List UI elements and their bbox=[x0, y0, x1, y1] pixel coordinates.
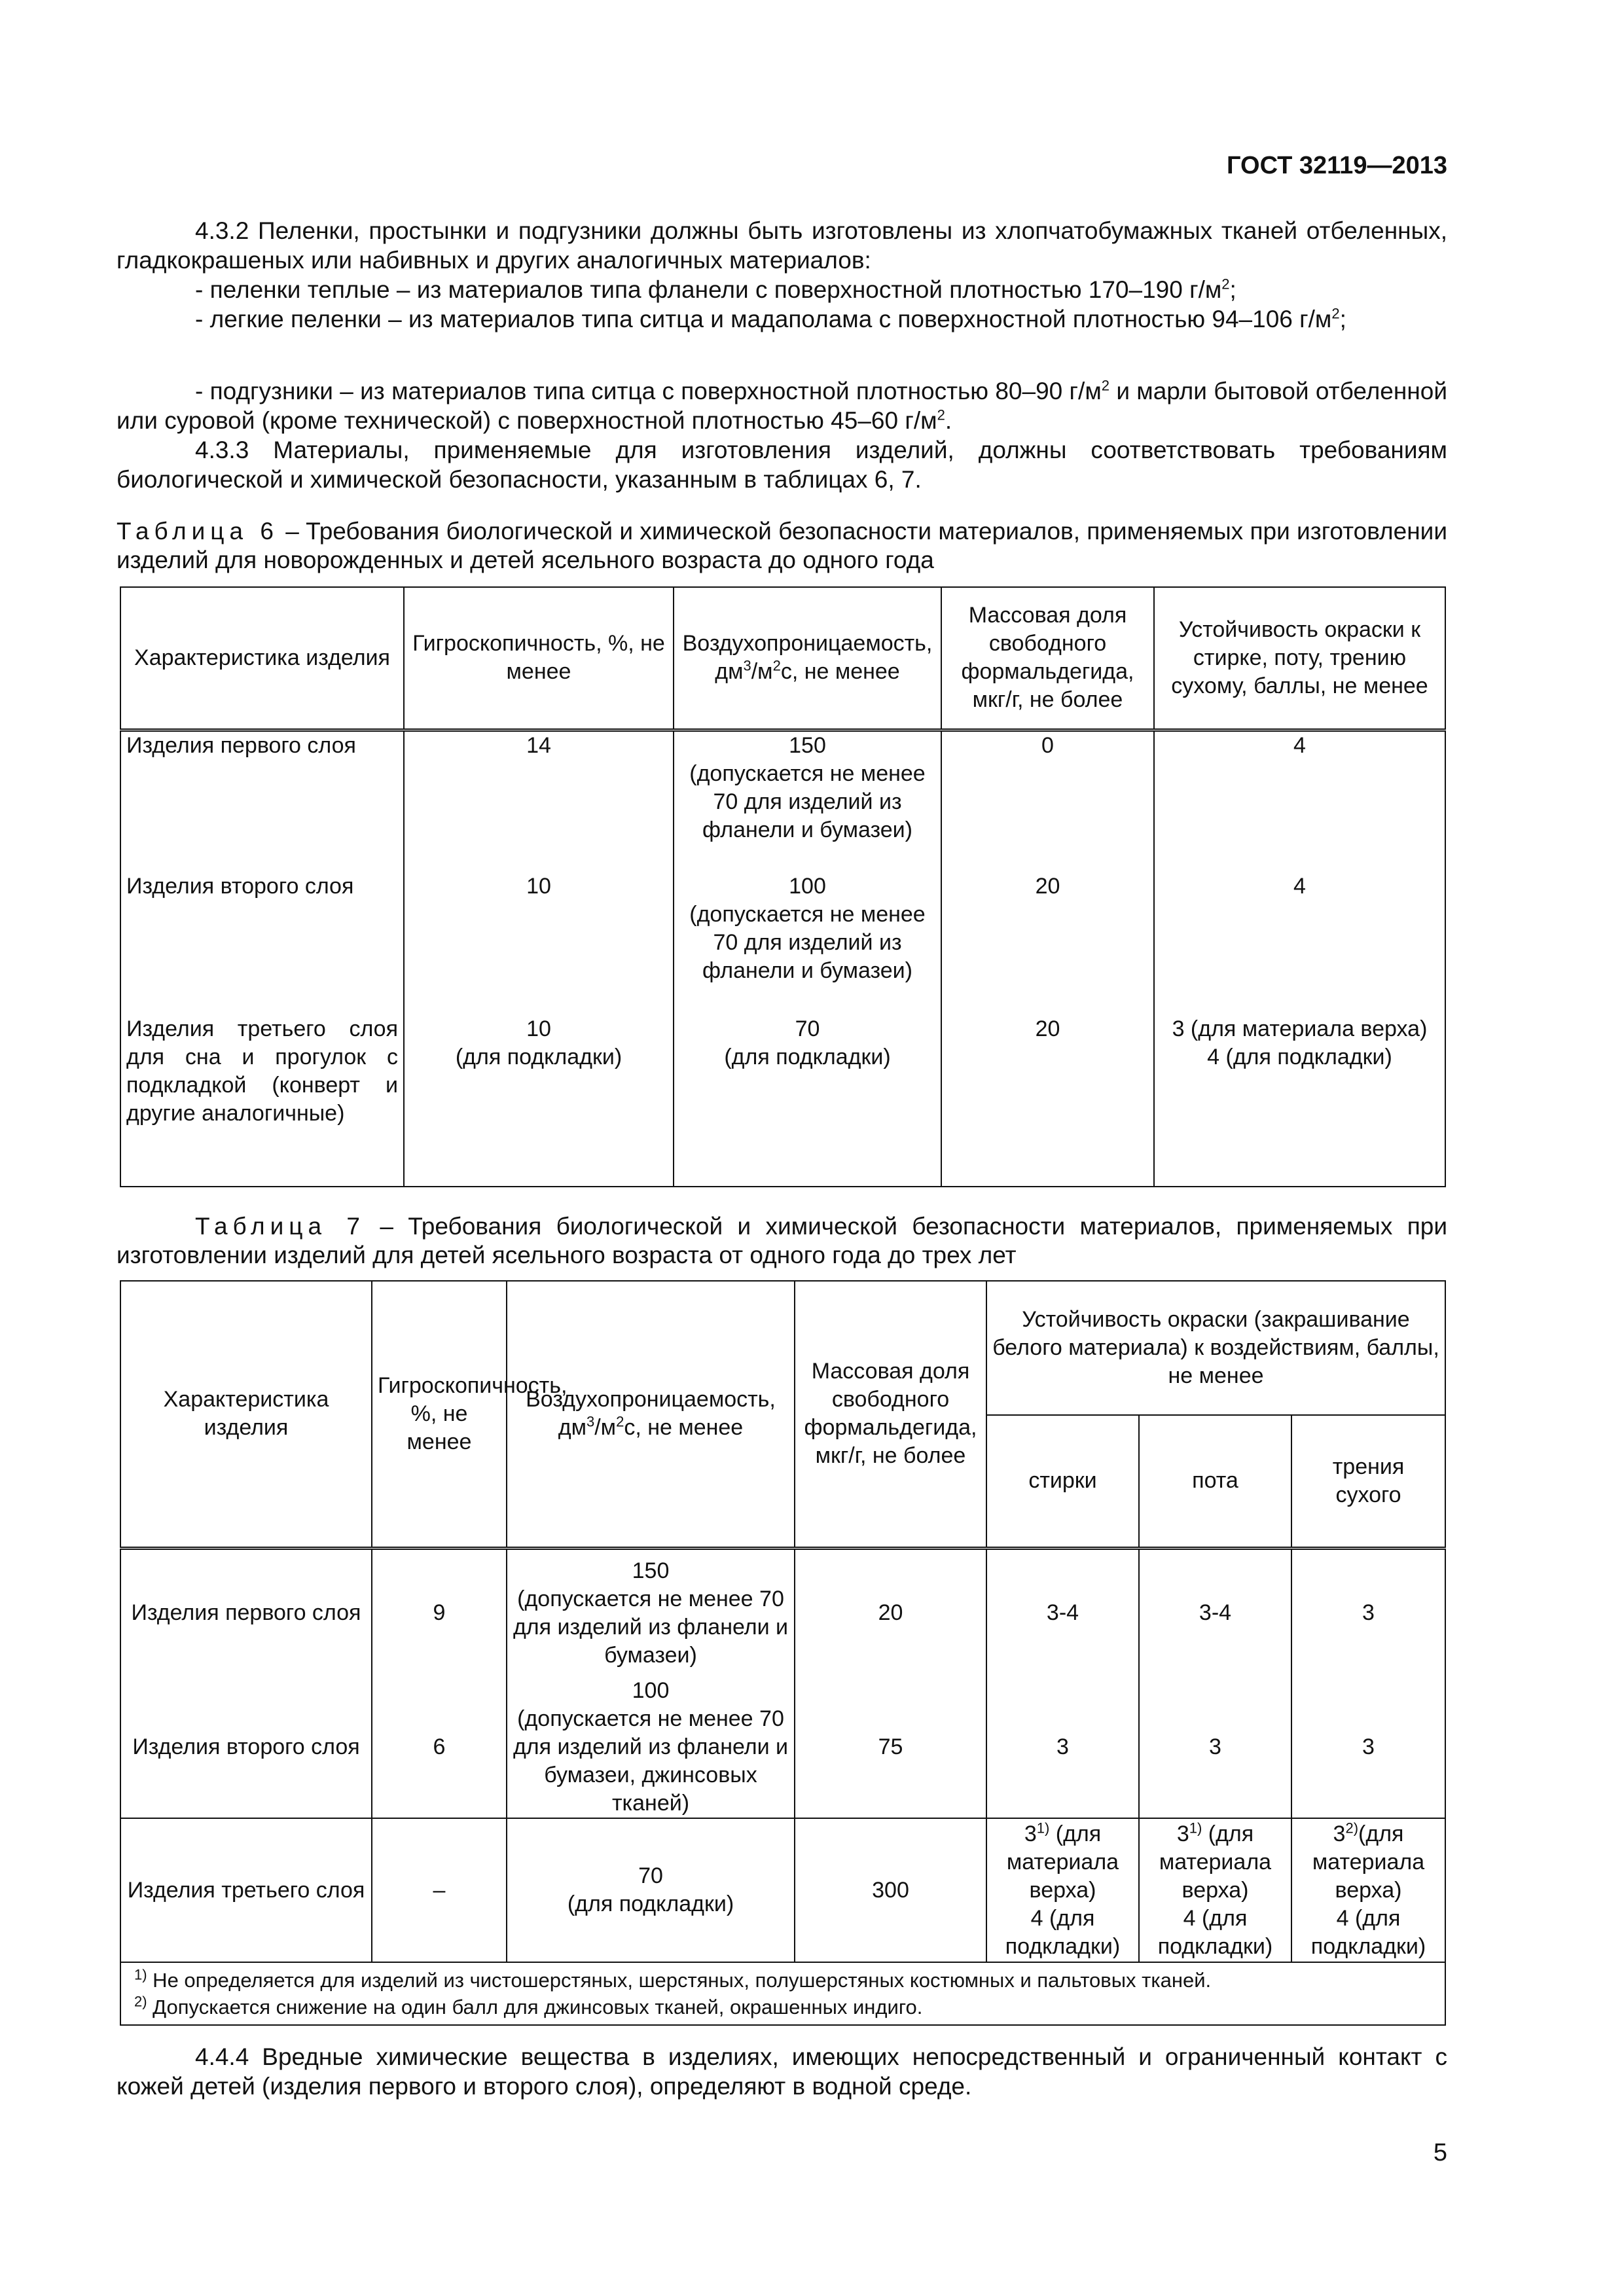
table6-caption bbox=[117, 517, 1447, 575]
cell-value: 3 (для материала верха) bbox=[1172, 1016, 1428, 1041]
t7-row2-name: Изделия второго слоя bbox=[120, 1677, 372, 1818]
table7-caption-text: – Требования биологической и химической безопасности материалов, применяемых при изготовлении изделий для детей ясельного возраста от одного года до трех лет bbox=[117, 1213, 1448, 1268]
table-6 bbox=[120, 586, 1446, 1187]
cell-note: 4 (для подкладки) bbox=[1207, 1045, 1392, 1069]
table7-label: Таблица 7 bbox=[195, 1213, 365, 1240]
cell-note: (допускается не менее 70 для изделий из фланели и бумазеи, джинсовых тканей) bbox=[513, 1706, 789, 1816]
paragraph-nappies: - подгузники – из материалов типа ситца с поверхностной плотностью 80–90 $г/м^2$ и марли бытовой отбеленной или суровой (кроме технической) с поверхностной плотностью 45–60 $г/м^2$. bbox=[117, 377, 1447, 434]
t6-header-characteristic: Характеристика изделия bbox=[120, 587, 404, 730]
t7-row1-air bbox=[507, 1548, 795, 1677]
document-header: ГОСТ 32119—2013 bbox=[1227, 152, 1447, 179]
header-text: Воздухопроницаемость, дм bbox=[682, 631, 933, 685]
t6-row1-color: 4 bbox=[1154, 730, 1445, 872]
table7-caption bbox=[117, 1212, 1447, 1270]
cell-value: 150 bbox=[632, 1558, 670, 1583]
cell-value: 3 bbox=[1333, 1821, 1346, 1846]
paragraph-4-4-4 bbox=[117, 2042, 1447, 2101]
t7-row2-formaldehyde: 75 bbox=[795, 1677, 986, 1818]
t7-row3-hygro: – bbox=[372, 1818, 507, 1962]
table7-footnotes bbox=[120, 1962, 1445, 2025]
t7-row1-hygro: 9 bbox=[372, 1548, 507, 1677]
cell-note: 4 (для подкладки) bbox=[1310, 1905, 1426, 1959]
t6-row3-hygro bbox=[404, 1015, 674, 1187]
t7-row3-sweat bbox=[1139, 1818, 1291, 1962]
cell-note: (допускается не менее 70 для изделий из фланели и бумазеи) bbox=[689, 761, 926, 842]
t7-header-washing: стирки bbox=[986, 1415, 1139, 1548]
header-text: /м bbox=[751, 659, 773, 685]
t6-row2-name: Изделия второго слоя bbox=[120, 872, 404, 1015]
t7-row1-washing: 3-4 bbox=[986, 1548, 1139, 1677]
table-row bbox=[120, 1677, 1445, 1818]
footnote-text: Не определяется для изделий из чистошерстяных, шерстяных, полушерстяных костюмных и пальтовых тканей. bbox=[147, 1969, 1212, 1992]
t7-row2-hygro: 6 bbox=[372, 1677, 507, 1818]
t6-row1-name: Изделия первого слоя bbox=[120, 730, 404, 872]
paragraph-text: 4.3.3 Материалы, применяемые для изготовления изделий, должны соответствовать требованиям биологической и химической безопасности, указанным в таблицах 6, 7. bbox=[117, 437, 1447, 493]
cell-value: 70 bbox=[795, 1016, 820, 1041]
t6-header-formaldehyde: Массовая доля свободного формальдегида, мкг/г, не более bbox=[941, 587, 1154, 730]
paragraph-flannel: - пеленки теплые – из материалов типа фланели с поверхностной плотностью 170–190 $г/м^2$; bbox=[195, 276, 1236, 303]
t6-row1-hygro: 14 bbox=[404, 730, 674, 872]
cell-note: (для материала верха) bbox=[1006, 1821, 1119, 1903]
cell-value: 3 bbox=[1024, 1821, 1037, 1846]
t7-row2-washing: 3 bbox=[986, 1677, 1139, 1818]
header-text: Воздухопроницаемость, дм bbox=[526, 1387, 776, 1441]
paragraph-text: - легкие пеленки – из материалов типа ситца и мадаполама с поверхностной плотностью 94–106 г/м bbox=[195, 306, 1332, 332]
table-row bbox=[120, 1015, 1445, 1187]
t6-row3-name: Изделия третьего слоя для сна и прогулок с подкладкой (конверт и другие аналогичные) bbox=[120, 1015, 404, 1187]
cell-value: 100 bbox=[789, 874, 826, 899]
table-row bbox=[120, 730, 1445, 872]
footnote-2 bbox=[134, 1994, 1432, 2020]
t7-row1-rubbing: 3 bbox=[1291, 1548, 1445, 1677]
paragraph-4-3-3 bbox=[117, 435, 1447, 494]
cell-value: 3 bbox=[1176, 1821, 1189, 1846]
cell-note: (для подкладки) bbox=[724, 1045, 891, 1069]
paragraph-text: - пеленки теплые – из материалов типа фланели с поверхностной плотностью 170–190 г/м bbox=[195, 276, 1222, 303]
t7-header-air-permeability: Воздухопроницаемость, $дм^3/м^2с$, не менее bbox=[507, 1281, 795, 1548]
paragraph-text: и марли бытовой отбеленной или суровой (кроме технической) с поверхностной плотностью 45–60 г/м bbox=[117, 378, 1447, 434]
t6-row2-hygro: 10 bbox=[404, 872, 674, 1015]
header-text: /м bbox=[594, 1415, 617, 1441]
t7-header-characteristic: Характеристика изделия bbox=[120, 1281, 372, 1548]
t7-header-color-fastness: Устойчивость окраски (закрашивание белого материала) к воздействиям, баллы, не менее bbox=[986, 1281, 1445, 1415]
table6-caption-text: – Требования биологической и химической безопасности материалов, применяемых при изготовлении изделий для новорожденных и детей ясельного возраста до одного года bbox=[117, 518, 1447, 573]
paragraph-light-diapers: - легкие пеленки – из материалов типа ситца и мадаполама с поверхностной плотностью 94–106 $г/м^2$; bbox=[195, 305, 1346, 332]
t6-row2-air bbox=[674, 872, 941, 1015]
t6-header-air-permeability: Воздухопроницаемость, $дм^3/м^2с$, не менее bbox=[674, 587, 941, 730]
cell-note: 4 (для подкладки) bbox=[1157, 1905, 1273, 1959]
footnote-ref: 1) bbox=[1189, 1820, 1202, 1837]
t7-row1-formaldehyde: 20 bbox=[795, 1548, 986, 1677]
footnote-mark: 2) bbox=[134, 1993, 147, 2010]
t7-row3-formaldehyde: 300 bbox=[795, 1818, 986, 1962]
t7-header-dry-rubbing: трения сухого bbox=[1291, 1415, 1445, 1548]
footnote-ref: 1) bbox=[1036, 1820, 1050, 1837]
t7-row3-name: Изделия третьего слоя bbox=[120, 1818, 372, 1962]
t6-row2-formaldehyde: 20 bbox=[941, 872, 1154, 1015]
table-row bbox=[120, 1818, 1445, 1962]
footnote-text: Допускается снижение на один балл для джинсовых тканей, окрашенных индиго. bbox=[147, 1996, 923, 2018]
t7-header-sweat: пота bbox=[1139, 1415, 1291, 1548]
footnote-1 bbox=[134, 1967, 1432, 1994]
paragraph-text: - подгузники – из материалов типа ситца с поверхностной плотностью 80–90 г/м bbox=[195, 378, 1102, 404]
cell-value: 10 bbox=[526, 1016, 551, 1041]
cell-value: 150 bbox=[789, 732, 826, 758]
cell-value: 100 bbox=[632, 1678, 670, 1703]
t6-row3-color bbox=[1154, 1015, 1445, 1187]
table-footnotes-row bbox=[120, 1962, 1445, 2025]
t6-header-color-fastness: Устойчивость окраски к стирке, поту, трению сухому, баллы, не менее bbox=[1154, 587, 1445, 730]
t6-row1-air bbox=[674, 730, 941, 872]
cell-note: 4 (для подкладки) bbox=[1005, 1905, 1121, 1959]
cell-note: (для материала верха) bbox=[1312, 1821, 1425, 1903]
footnote-mark: 1) bbox=[134, 1966, 147, 1983]
table6-label: Таблица 6 bbox=[117, 518, 279, 545]
t7-row3-rubbing bbox=[1291, 1818, 1445, 1962]
page-number: 5 bbox=[1433, 2139, 1447, 2166]
cell-value: 70 bbox=[638, 1863, 663, 1888]
t7-row2-rubbing: 3 bbox=[1291, 1677, 1445, 1818]
cell-note: (для подкладки) bbox=[567, 1892, 734, 1916]
table-row bbox=[120, 1548, 1445, 1677]
t7-row1-name: Изделия первого слоя bbox=[120, 1548, 372, 1677]
table-7 bbox=[120, 1280, 1446, 2026]
cell-note: (допускается не менее 70 для изделий из фланели и бумазеи) bbox=[689, 902, 926, 983]
t6-row3-formaldehyde: 20 bbox=[941, 1015, 1154, 1187]
t6-row3-air bbox=[674, 1015, 941, 1187]
cell-note: (для материала верха) bbox=[1159, 1821, 1272, 1903]
t7-header-hygroscopicity: Гигроскопичность, %, не менее bbox=[372, 1281, 507, 1548]
t7-row3-air bbox=[507, 1818, 795, 1962]
t6-row2-color: 4 bbox=[1154, 872, 1445, 1015]
header-text: с, не менее bbox=[780, 659, 900, 685]
t6-header-hygroscopicity: Гигроскопичность, %, не менее bbox=[404, 587, 674, 730]
paragraph-4-3-2 bbox=[117, 216, 1447, 275]
t7-header-formaldehyde: Массовая доля свободного формальдегида, мкг/г, не более bbox=[795, 1281, 986, 1548]
t7-row1-sweat: 3-4 bbox=[1139, 1548, 1291, 1677]
t7-row2-sweat: 3 bbox=[1139, 1677, 1291, 1818]
paragraph-text: 4.4.4 Вредные химические вещества в изделиях, имеющих непосредственный и ограниченный контакт с кожей детей (изделия первого и второго слоя), определяют в водной среде. bbox=[117, 2043, 1447, 2100]
cell-note: (допускается не менее 70 для изделий из фланели и бумазеи) bbox=[513, 1586, 789, 1668]
header-text: с, не менее bbox=[624, 1415, 744, 1441]
paragraph-text: 4.3.2 Пеленки, простынки и подгузники должны быть изготовлены из хлопчатобумажных тканей отбеленных, гладкокрашеных или набивных и других аналогичных материалов: bbox=[117, 217, 1447, 274]
table-row bbox=[120, 872, 1445, 1015]
t7-row3-washing bbox=[986, 1818, 1139, 1962]
cell-note: (для подкладки) bbox=[455, 1045, 623, 1069]
t6-row1-formaldehyde: 0 bbox=[941, 730, 1154, 872]
footnote-ref: 2) bbox=[1345, 1820, 1359, 1837]
t7-row2-air bbox=[507, 1677, 795, 1818]
